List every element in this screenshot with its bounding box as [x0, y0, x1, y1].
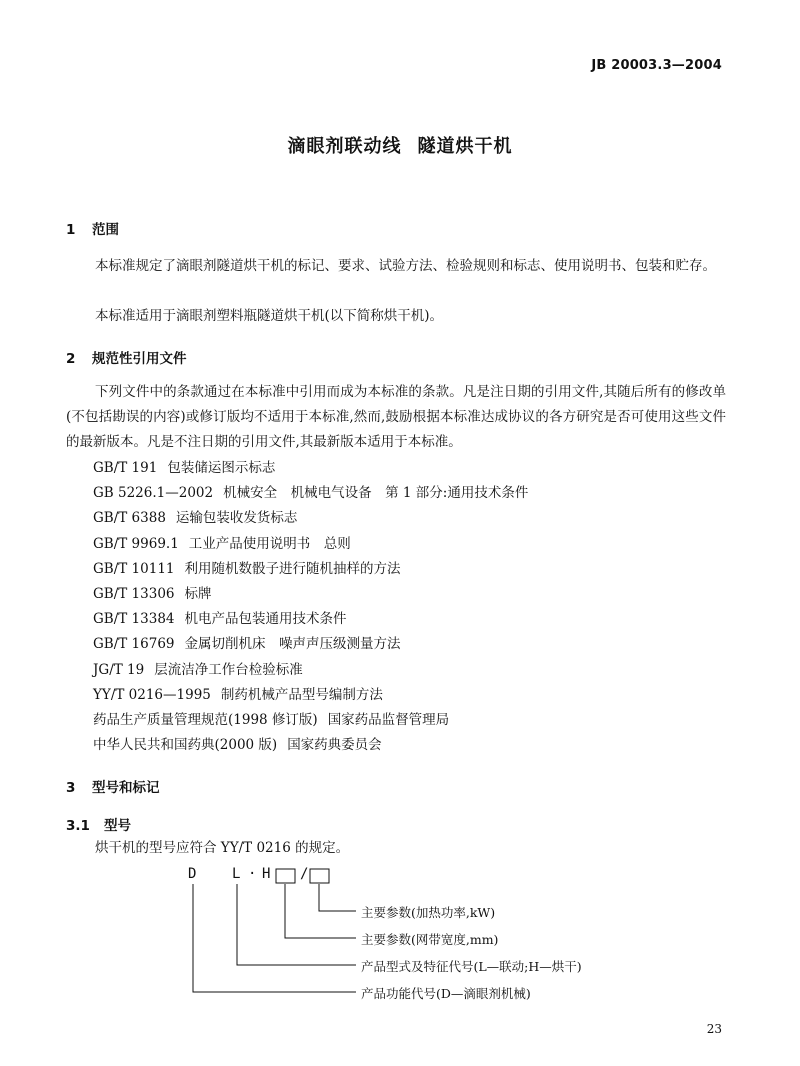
section-number: 1 [66, 222, 76, 238]
section-3-1-heading [66, 814, 131, 834]
list-item: GB/T 6388 运输包装收发货标志 [93, 510, 298, 527]
standard-code: JB 20003.3—2004 [591, 58, 722, 73]
section-3-1-paragraph: 烘干机的型号应符合 YY/T 0216 的规定。 [95, 840, 350, 856]
diagram-label-power: 主要参数(加热功率,kW) [361, 905, 496, 920]
document-title [0, 132, 800, 158]
model-code-diagram [176, 862, 636, 1002]
page-number: 23 [706, 1022, 722, 1036]
section-2-paragraph: 下列文件中的条款通过在本标准中引用而成为本标准的条款。凡是注日期的引用文件,其随后所有的修改单(不包括勘误的内容)或修订版均不适用于本标准,然而,鼓励根据本标准达成协议的各方研究是否可使用这些文件的最新版本。凡是不注日期的引用文件,其最新版本适用于本标准。 [66, 384, 726, 450]
section-title: 范围 [92, 222, 119, 238]
section-1-paragraph-2: 本标准适用于滴眼剂塑料瓶隧道烘干机(以下简称烘干机)。 [95, 308, 444, 324]
section-number: 2 [66, 351, 76, 367]
list-item: GB/T 13306 标牌 [93, 586, 212, 603]
section-2-heading [66, 347, 187, 367]
diagram-label-belt-width: 主要参数(网带宽度,mm) [361, 932, 499, 947]
list-item: GB/T 13384 机电产品包装通用技术条件 [93, 611, 347, 628]
list-item: GB 5226.1—2002 机械安全 机械电气设备 第 1 部分:通用技术条件 [93, 485, 529, 502]
list-item: JG/T 19 层流洁净工作台检验标准 [93, 661, 303, 678]
section-number: 3 [66, 780, 76, 796]
code-letter-l: L [232, 866, 241, 882]
subsection-title: 型号 [104, 818, 131, 834]
title-part-1: 滴眼剂联动线 [287, 136, 402, 157]
list-item: GB/T 10111 利用随机数骰子进行随机抽样的方法 [93, 560, 401, 577]
code-slash: / [300, 866, 309, 882]
list-item: GB/T 9969.1 工业产品使用说明书 总则 [93, 535, 351, 552]
normative-references-list [93, 456, 528, 758]
parameter-box-1 [276, 869, 295, 883]
list-item: 药品生产质量管理规范(1998 修订版) 国家药品监督管理局 [93, 712, 450, 729]
diagram-label-function-code: 产品功能代号(D—滴眼剂机械) [361, 986, 531, 1001]
subsection-number: 3.1 [66, 818, 90, 834]
diagram-label-type-code: 产品型式及特征代号(L—联动;H—烘干) [361, 959, 582, 974]
section-title: 型号和标记 [92, 780, 160, 796]
section-1-heading [66, 218, 119, 238]
code-letter-h: H [262, 866, 271, 882]
list-item: GB/T 16769 金属切削机床 噪声声压级测量方法 [93, 636, 401, 653]
code-letter-dot: · [248, 866, 257, 882]
title-part-2: 隧道烘干机 [417, 136, 513, 157]
code-letter-d: D [188, 866, 197, 882]
list-item: YY/T 0216—1995 制药机械产品型号编制方法 [93, 686, 383, 703]
section-3-heading [66, 776, 160, 796]
leader-line-1 [319, 884, 356, 911]
list-item: GB/T 191 包装储运图示标志 [93, 460, 276, 476]
section-title: 规范性引用文件 [92, 351, 187, 367]
leader-line-3 [237, 884, 356, 965]
section-1-paragraph-1: 本标准规定了滴眼剂隧道烘干机的标记、要求、试验方法、检验规则和标志、使用说明书、包装和贮存。 [95, 258, 716, 274]
parameter-box-2 [310, 869, 329, 883]
list-item: 中华人民共和国药典(2000 版) 国家药典委员会 [93, 737, 382, 754]
